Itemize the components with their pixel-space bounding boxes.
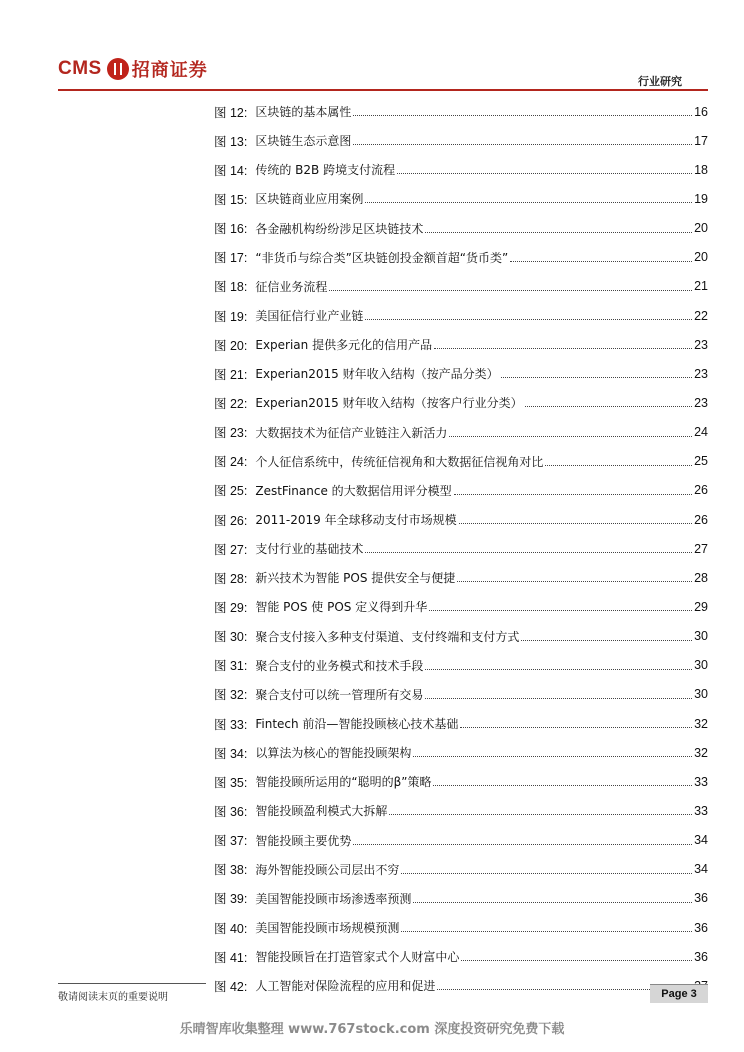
toc-dot-leader — [459, 523, 693, 524]
toc-dot-leader — [501, 377, 692, 378]
toc-page-number: 30 — [694, 687, 708, 702]
toc-page-number: 23 — [694, 366, 708, 381]
toc-entry[interactable] — [214, 534, 708, 563]
toc-figure-number: 图 16: — [214, 222, 248, 237]
watermark-text: 乐晴智库收集整理 www.767stock.com 深度投资研究免费下载 — [179, 1022, 565, 1037]
toc-figure-number: 图 29: — [214, 600, 248, 615]
toc-page-number: 30 — [694, 629, 708, 644]
toc-figure-number: 图 23: — [214, 426, 248, 441]
toc-dot-leader — [460, 727, 692, 728]
toc-page-number: 16 — [694, 104, 708, 119]
toc-dot-leader — [413, 902, 692, 903]
toc-dot-leader — [449, 436, 692, 437]
toc-page-number: 23 — [694, 337, 708, 352]
toc-figure-title: 海外智能投顾公司层出不穷 — [255, 862, 400, 877]
brand-chinese: 招商证券 — [131, 60, 208, 81]
toc-figure-number: 图 12: — [214, 105, 248, 120]
toc-figure-title: 人工智能对保险流程的应用和促进 — [255, 979, 436, 994]
toc-figure-title: 征信业务流程 — [255, 279, 328, 294]
brand-emblem-icon — [107, 58, 129, 80]
toc-figure-title: 新兴技术为智能 POS 提供安全与便捷 — [255, 571, 456, 586]
toc-figure-title: 大数据技术为征信产业链注入新活力 — [255, 425, 448, 440]
toc-dot-leader — [510, 261, 692, 262]
toc-page-number: 22 — [694, 308, 708, 323]
toc-page-number: 30 — [694, 658, 708, 673]
toc-figure-title: ZestFinance 的大数据信用评分模型 — [255, 483, 452, 498]
toc-dot-leader — [397, 173, 692, 174]
toc-figure-title: 智能投顾旨在打造管家式个人财富中心 — [255, 950, 460, 965]
toc-dot-leader — [545, 465, 692, 466]
toc-dot-leader — [425, 698, 692, 699]
toc-figure-number: 图 40: — [214, 921, 248, 936]
toc-page-number: 33 — [694, 774, 708, 789]
toc-figure-number: 图 18: — [214, 280, 248, 295]
toc-figure-title: 智能投顾主要优势 — [255, 833, 352, 848]
toc-page-number: 19 — [694, 191, 708, 206]
toc-page-number: 20 — [694, 250, 708, 265]
toc-entry[interactable] — [214, 796, 708, 825]
toc-dot-leader — [365, 552, 692, 553]
toc-entry[interactable] — [214, 330, 708, 359]
toc-page-number: 20 — [694, 221, 708, 236]
toc-figure-number: 图 14: — [214, 163, 248, 178]
toc-figure-title: 支付行业的基础技术 — [255, 542, 364, 557]
toc-figure-number: 图 42: — [214, 979, 248, 994]
toc-dot-leader — [365, 319, 692, 320]
toc-entry[interactable] — [214, 97, 708, 126]
toc-dot-leader — [329, 290, 692, 291]
toc-figure-number: 图 17: — [214, 251, 248, 266]
toc-figure-number: 图 31: — [214, 659, 248, 674]
toc-figure-number: 图 26: — [214, 513, 248, 528]
toc-entry[interactable] — [214, 214, 708, 243]
toc-figure-title: 美国智能投顾市场渗透率预测 — [255, 891, 412, 906]
toc-entry[interactable] — [214, 913, 708, 942]
toc-figure-title: 美国征信行业产业链 — [255, 309, 364, 324]
toc-dot-leader — [425, 669, 692, 670]
toc-entry[interactable] — [214, 243, 708, 272]
toc-entry[interactable] — [214, 126, 708, 155]
toc-entry[interactable] — [214, 855, 708, 884]
toc-figure-title: Experian 提供多元化的信用产品 — [255, 338, 433, 353]
toc-entry[interactable] — [214, 942, 708, 971]
toc-figure-title: 美国智能投顾市场规模预测 — [255, 921, 400, 935]
toc-page-number: 36 — [694, 920, 708, 935]
toc-figure-number: 图 13: — [214, 134, 248, 149]
toc-dot-leader — [461, 960, 692, 961]
toc-figure-number: 图 22: — [214, 396, 248, 411]
toc-dot-leader — [454, 494, 692, 495]
toc-dot-leader — [521, 640, 692, 641]
toc-entry[interactable] — [214, 563, 708, 592]
toc-figure-title: Experian2015 财年收入结构（按产品分类） — [255, 367, 499, 382]
toc-dot-leader — [413, 756, 692, 757]
toc-entry[interactable] — [214, 359, 708, 388]
toc-entry[interactable] — [214, 680, 708, 709]
toc-figure-number: 图 19: — [214, 309, 248, 324]
toc-page-number: 23 — [694, 395, 708, 410]
toc-page-number: 24 — [694, 425, 708, 440]
toc-figure-number: 图 20: — [214, 338, 248, 353]
toc-entry[interactable] — [214, 767, 708, 796]
toc-entry[interactable] — [214, 826, 708, 855]
toc-figure-title: 以算法为核心的智能投顾架构 — [255, 746, 412, 761]
toc-figure-number: 图 34: — [214, 746, 248, 761]
toc-figure-number: 图 25: — [214, 484, 248, 499]
toc-figure-number: 图 15: — [214, 192, 248, 207]
toc-figure-title: 个人征信系统中，传统征信视角和大数据征信视角对比 — [255, 454, 544, 469]
brand-latin: CMS — [58, 58, 102, 79]
toc-dot-leader — [433, 785, 692, 786]
toc-figure-number: 图 24: — [214, 455, 248, 470]
toc-figure-title: 传统的 B2B 跨境支付流程 — [255, 163, 396, 178]
toc-page-number: 27 — [694, 541, 708, 556]
figure-index-list — [214, 97, 708, 1000]
toc-entry[interactable] — [214, 884, 708, 913]
toc-page-number: 36 — [694, 891, 708, 906]
toc-figure-title: “非货币与综合类”区块链创投金额首超“货币类” — [255, 250, 509, 265]
toc-entry[interactable] — [214, 738, 708, 767]
toc-dot-leader — [365, 202, 692, 203]
toc-page-number: 32 — [694, 716, 708, 731]
toc-figure-number: 图 38: — [214, 863, 248, 878]
toc-entry[interactable] — [214, 505, 708, 534]
toc-page-number: 21 — [694, 279, 708, 294]
toc-page-number: 28 — [694, 570, 708, 585]
toc-page-number: 25 — [694, 454, 708, 469]
toc-entry[interactable] — [214, 272, 708, 301]
toc-entry[interactable] — [214, 184, 708, 213]
toc-page-number: 34 — [694, 862, 708, 877]
toc-figure-number: 图 35: — [214, 775, 248, 790]
toc-entry[interactable] — [214, 476, 708, 505]
toc-page-number: 17 — [694, 133, 708, 148]
toc-figure-number: 图 33: — [214, 717, 248, 732]
toc-figure-title: 聚合支付的业务模式和技术手段 — [255, 658, 424, 673]
toc-figure-title: 智能投顾所运用的“聪明的β”策略 — [255, 775, 432, 790]
toc-entry[interactable] — [214, 155, 708, 184]
footer-divider — [58, 983, 206, 984]
toc-entry[interactable] — [214, 971, 708, 1000]
toc-page-number: 34 — [694, 833, 708, 848]
toc-dot-leader — [425, 232, 692, 233]
toc-figure-title: 各金融机构纷纷涉足区块链技术 — [255, 221, 424, 236]
toc-dot-leader — [434, 348, 692, 349]
toc-figure-title: 智能投顾盈利模式大拆解 — [255, 804, 388, 819]
toc-dot-leader — [457, 581, 692, 582]
toc-page-number: 26 — [694, 483, 708, 498]
toc-entry[interactable] — [214, 418, 708, 447]
toc-figure-number: 图 27: — [214, 542, 248, 557]
toc-figure-title: 2011-2019 年全球移动支付市场规模 — [255, 513, 457, 528]
toc-page-number: 33 — [694, 803, 708, 818]
toc-entry[interactable] — [214, 447, 708, 476]
section-label: 行业研究 — [638, 75, 682, 88]
toc-dot-leader — [525, 406, 692, 407]
toc-figure-number: 图 30: — [214, 630, 248, 645]
toc-figure-title: Fintech 前沿—智能投顾核心技术基础 — [255, 717, 459, 732]
toc-entry[interactable] — [214, 301, 708, 330]
toc-entry[interactable] — [214, 651, 708, 680]
page-header — [0, 0, 744, 92]
toc-figure-title: 区块链生态示意图 — [255, 134, 352, 149]
toc-dot-leader — [429, 610, 692, 611]
toc-entry[interactable] — [214, 592, 708, 621]
toc-figure-number: 图 37: — [214, 834, 248, 849]
toc-figure-title: 区块链商业应用案例 — [255, 192, 364, 207]
page-number: Page 3 — [650, 984, 708, 1003]
disclaimer-note: 敬请阅读末页的重要说明 — [58, 992, 168, 1003]
toc-entry[interactable] — [214, 622, 708, 651]
toc-dot-leader — [389, 814, 692, 815]
toc-figure-title: Experian2015 财年收入结构（按客户行业分类） — [255, 396, 523, 411]
toc-figure-number: 图 32: — [214, 688, 248, 703]
toc-figure-title: 聚合支付可以统一管理所有交易 — [255, 687, 424, 702]
toc-figure-number: 图 28: — [214, 571, 248, 586]
toc-dot-leader — [401, 873, 692, 874]
toc-page-number: 32 — [694, 745, 708, 760]
toc-page-number: 26 — [694, 512, 708, 527]
toc-page-number: 18 — [694, 162, 708, 177]
toc-page-number: 29 — [694, 599, 708, 614]
toc-figure-number: 图 36: — [214, 804, 248, 819]
toc-figure-number: 图 41: — [214, 950, 248, 965]
toc-figure-title: 聚合支付接入多种支付渠道、支付终端和支付方式 — [255, 629, 520, 644]
header-divider — [58, 89, 708, 91]
toc-figure-number: 图 21: — [214, 367, 248, 382]
toc-dot-leader — [353, 115, 692, 116]
toc-entry[interactable] — [214, 388, 708, 417]
toc-dot-leader — [353, 144, 692, 145]
toc-page-number: 36 — [694, 949, 708, 964]
toc-figure-title: 智能 POS 使 POS 定义得到升华 — [255, 600, 428, 615]
toc-dot-leader — [401, 931, 692, 932]
toc-dot-leader — [353, 844, 692, 845]
toc-figure-number: 图 39: — [214, 892, 248, 907]
toc-entry[interactable] — [214, 709, 708, 738]
brand-logo — [58, 56, 208, 82]
toc-figure-title: 区块链的基本属性 — [255, 105, 352, 120]
